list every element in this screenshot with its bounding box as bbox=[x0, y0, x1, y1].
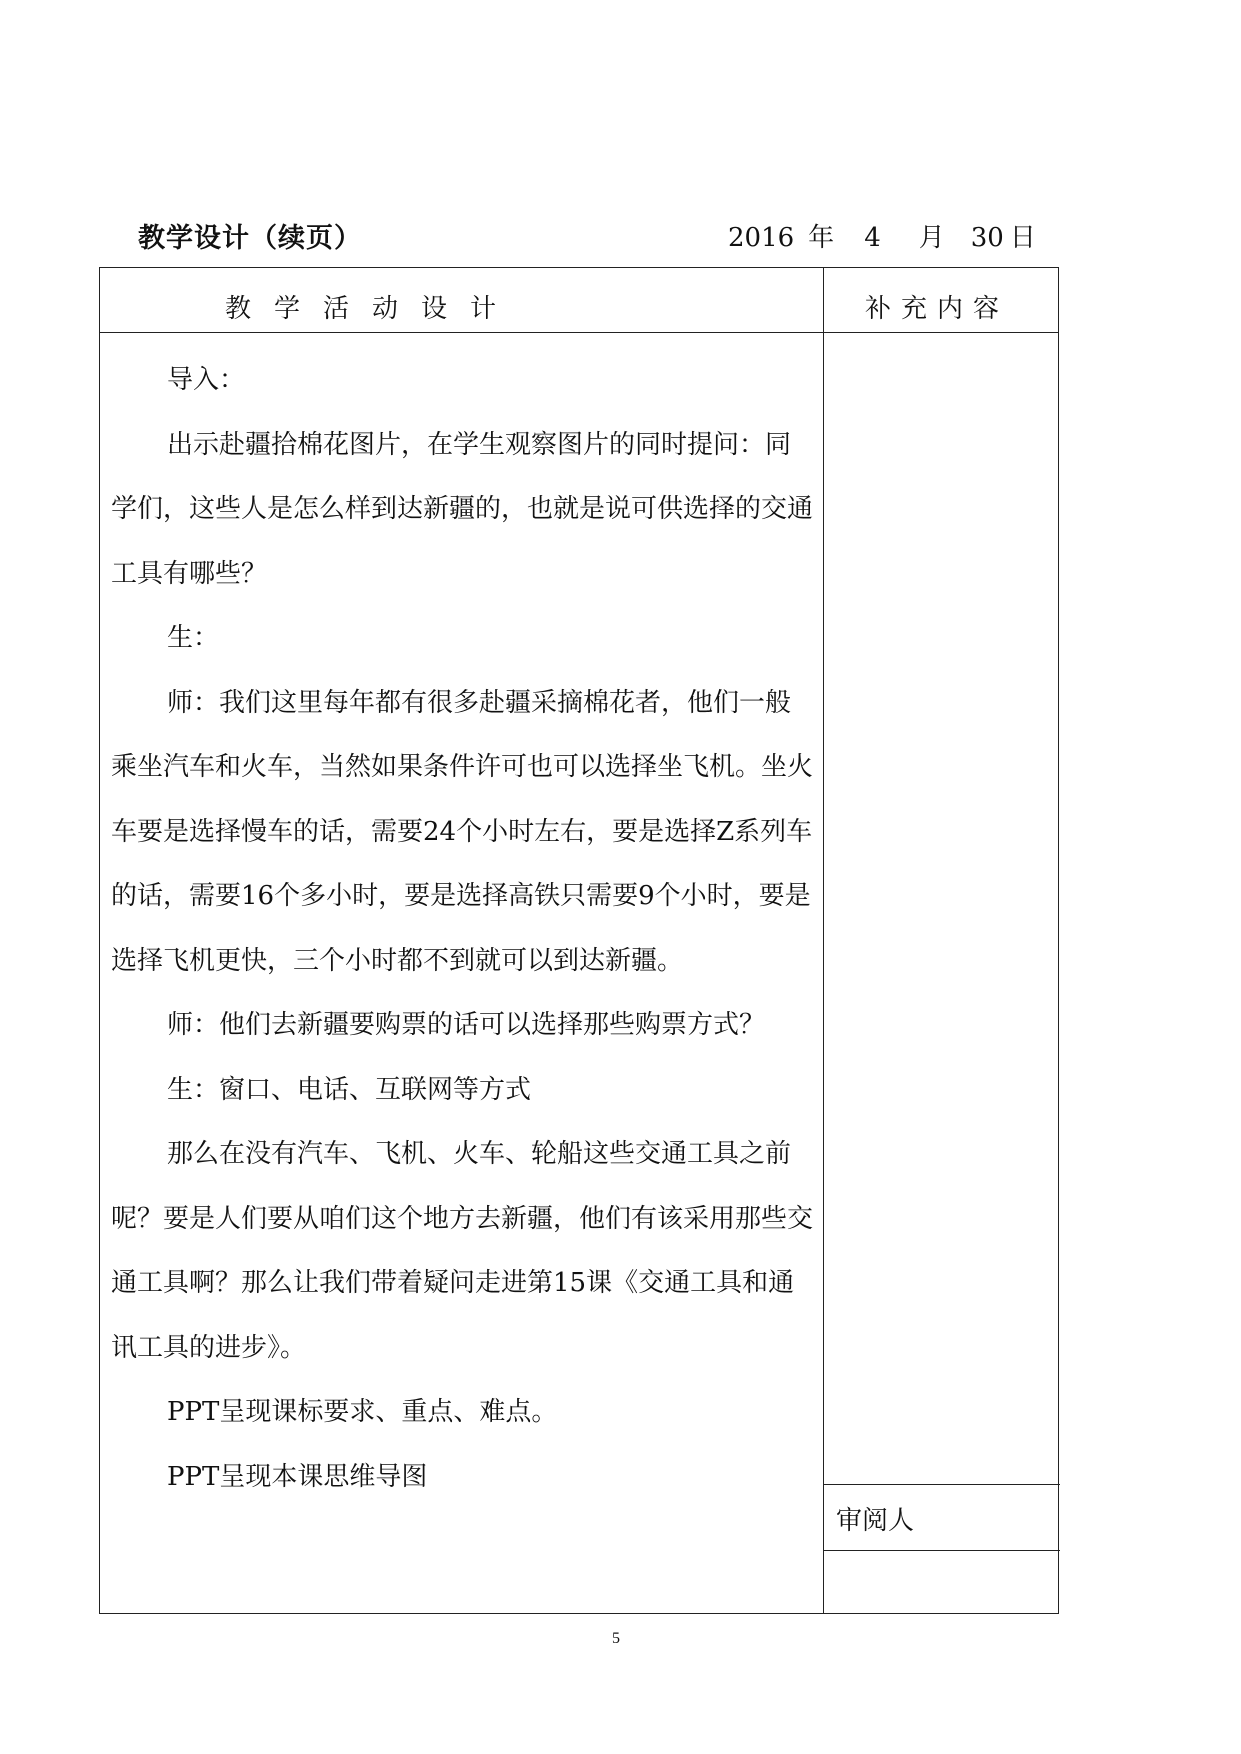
paragraph-teacher-transport: 师：我们这里每年都有很多赴疆采摘棉花者，他们一般乘坐汽车和火车，当然如果条件许可也可以选择坐飞机。坐火车要是选择慢车的话，需要24个小时左右，要是选择Z系列车的话，需要16个多小时，要是选择高铁只需要9个小时，要是选择飞机更快，三个小时都不到就可以到达新疆。 bbox=[111, 687, 814, 976]
date-year: 2016 bbox=[728, 223, 795, 253]
paragraph-student-1: 生： bbox=[167, 623, 220, 653]
page-number: 5 bbox=[612, 1630, 620, 1647]
date-day: 30 bbox=[970, 223, 1004, 253]
header-date bbox=[728, 217, 1036, 254]
date-month-unit: 月 bbox=[918, 223, 945, 253]
reviewer-row-top-border bbox=[823, 1484, 1060, 1485]
reviewer-label: 审阅人 bbox=[836, 1506, 915, 1536]
paragraph-ppt-mindmap: PPT呈现本课思维导图 bbox=[167, 1461, 428, 1492]
header-row-divider bbox=[100, 332, 1058, 333]
lesson-content bbox=[111, 348, 816, 1509]
column-header-supplement: 补充内容 bbox=[865, 294, 1010, 324]
paragraph-student-2: 生：窗口、电话、互联网等方式 bbox=[167, 1074, 532, 1105]
lesson-design-table bbox=[99, 267, 1059, 1614]
paragraph-lesson-transition: 那么在没有汽车、飞机、火车、轮船这些交通工具之前呢？要是人们要从咱们这个地方去新疆，他们有该采用那些交通工具啊？那么让我们带着疑问走进第15课《交通工具和通讯工具的进步》。 bbox=[111, 1139, 814, 1363]
paragraph-intro-question: 出示赴疆拾棉花图片，在学生观察图片的同时提问：同学们，这些人是怎么样到达新疆的，也就是说可供选择的交通工具有哪些？ bbox=[111, 429, 814, 589]
column-header-activity-design: 教学活动设计 bbox=[225, 294, 520, 324]
column-divider bbox=[823, 268, 824, 1613]
date-day-unit: 日 bbox=[1009, 223, 1036, 253]
reviewer-row-bottom-border bbox=[823, 1550, 1060, 1551]
paragraph-intro-label: 导入： bbox=[167, 365, 246, 395]
page-title: 教学设计（续页） bbox=[138, 223, 362, 254]
paragraph-teacher-tickets: 师：他们去新疆要购票的话可以选择那些购票方式？ bbox=[167, 1010, 766, 1040]
date-month: 4 bbox=[864, 223, 881, 253]
paragraph-ppt-requirements: PPT呈现课标要求、重点、难点。 bbox=[167, 1397, 558, 1427]
date-year-unit: 年 bbox=[808, 223, 835, 253]
